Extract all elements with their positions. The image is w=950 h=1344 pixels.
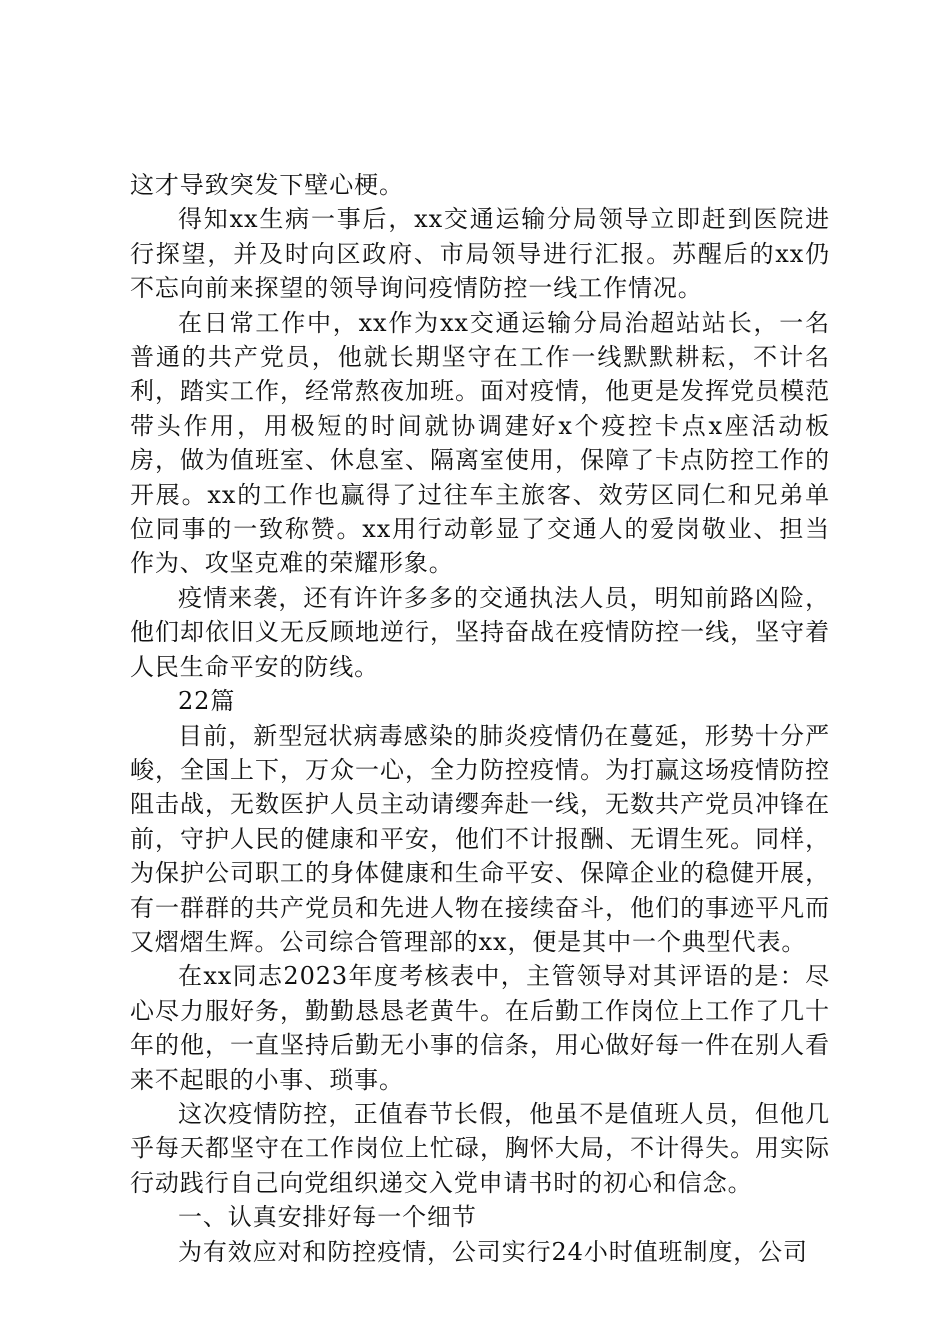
paragraph-annual-assessment: 在xx同志2023年度考核表中，主管领导对其评语的是：尽心尽力服好务，勤勤恳恳老黄牛。在后勤工作岗位上工作了几十年的他，一直坚持后勤无小事的信条，用心做好每一件在别人看来不起眼的小事、琐事。 — [130, 962, 830, 1094]
paragraph-duty-system: 为有效应对和防控疫情，公司实行24小时值班制度，公司 — [178, 1237, 808, 1266]
paragraph-epidemic-situation: 目前，新型冠状病毒感染的肺炎疫情仍在蔓延，形势十分严峻，全国上下，万众一心，全力防控疫情。为打赢这场疫情防控阻击战，无数医护人员主动请缨奔赴一线，无数共产党员冲锋在前，守护人民的健康和平安，他们不计报酬、无谓生死。同样，为保护公司职工的身体健康和生命平安、保障企业的稳健开展，有一群群的共产党员和先进人物在接续奋斗，他们的事迹平凡而又熠熠生辉。公司综合管理部的xx，便是其中一个典型代表。 — [130, 721, 830, 956]
paragraph-continuation: 这才导致突发下壁心梗。 — [130, 171, 404, 199]
paragraph-daily-work: 在日常工作中，xx作为xx交通运输分局治超站站长，一名普通的共产党员，他就长期坚守在工作一线默默耕耘，不计名利，踏实工作，经常熬夜加班。面对疫情，他更是发挥党员模范带头作用，用极短的时间就协调建好x个疫控卡点x座活动板房，做为值班室、休息室、隔离室使用，保障了卡点防控工作的开展。xx的工作也赢得了过往车主旅客、效劳区同仁和兄弟单位同事的一致称赞。xx用行动彰显了交通人的爱岗敬业、担当作为、攻坚克难的荣耀形象。 — [130, 308, 830, 578]
paragraph-hospital-visit: 得知xx生病一事后，xx交通运输分局领导立即赶到医院进行探望，并及时向区政府、市局领导进行汇报。苏醒后的xx仍不忘向前来探望的领导询问疫情防控一线工作情况。 — [130, 205, 830, 303]
section-heading-details: 一、认真安排好每一个细节 — [178, 1203, 477, 1232]
paragraph-epidemic-law-enforcement: 疫情来袭，还有许许多多的交通执法人员，明知前路凶险，他们却依旧义无反顾地逆行，坚持奋战在疫情防控一线，坚守着人民生命平安的防线。 — [130, 583, 830, 681]
section-heading-article-22: 22篇 — [178, 687, 236, 716]
document-body — [130, 168, 830, 1269]
paragraph-spring-festival-duty: 这次疫情防控，正值春节长假，他虽不是值班人员，但他几乎每天都坚守在工作岗位上忙碌，胸怀大局，不计得失。用实际行动践行自己向党组织递交入党申请书时的初心和信念。 — [130, 1099, 830, 1197]
